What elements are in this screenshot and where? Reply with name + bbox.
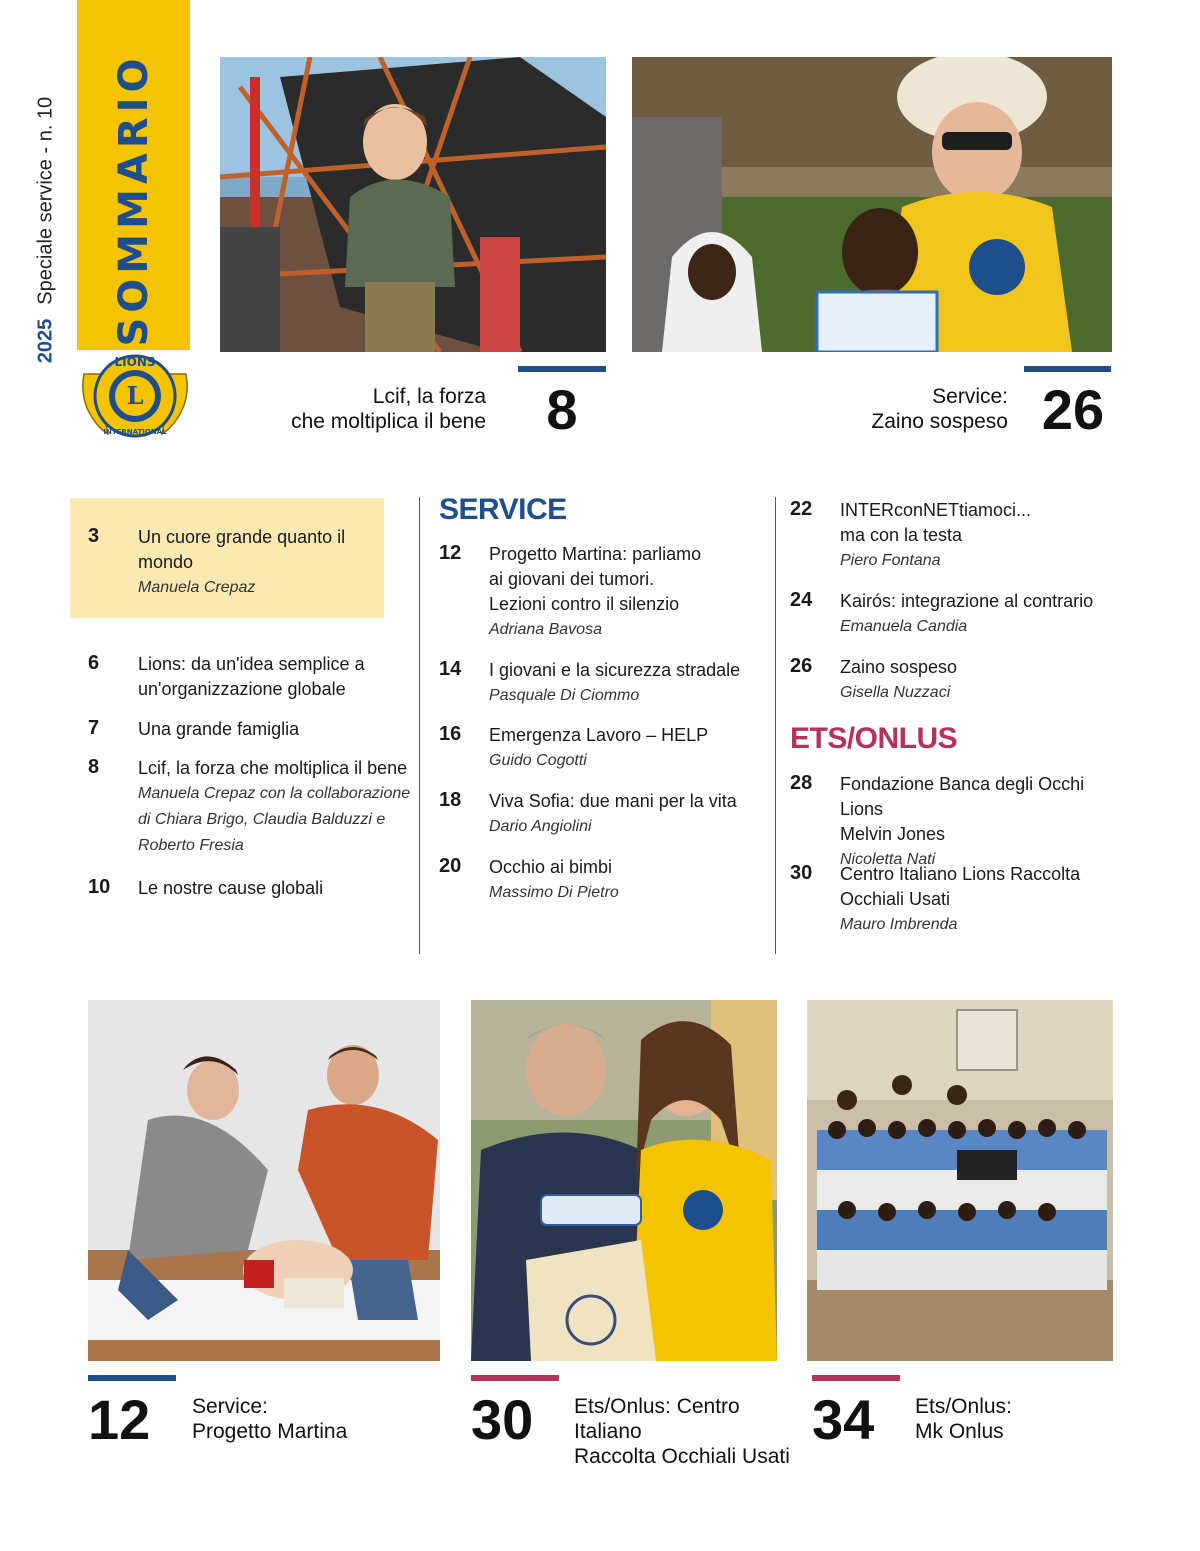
toc-author: di Chiara Brigo, Claudia Balduzzi e <box>138 811 386 828</box>
photo-occhiali-usati <box>471 1000 777 1361</box>
toc-page: 3 <box>88 525 100 547</box>
issue-year: 2025 <box>34 318 57 364</box>
feature-page-number: 12 <box>88 1388 151 1451</box>
toc-author: Roberto Fresia <box>138 837 244 854</box>
toc-author: Gisella Nuzzaci <box>840 684 951 701</box>
section-heading-ets: ETS/ONLUS <box>790 722 958 755</box>
toc-author: Manuela Crepaz con la collaborazione <box>138 785 411 802</box>
feature-page-number: 30 <box>471 1388 534 1451</box>
toc-author: Guido Cogotti <box>489 752 587 769</box>
toc-author: Dario Angiolini <box>489 818 592 835</box>
toc-author: Adriana Bavosa <box>489 621 602 638</box>
feature-page-number: 34 <box>812 1388 875 1451</box>
toc-page: 24 <box>790 589 813 611</box>
photo-cpr-training <box>88 1000 440 1361</box>
photo-child-playground <box>220 57 606 352</box>
feature-caption-mk-onlus: Ets/Onlus: Mk Onlus <box>915 1395 1012 1443</box>
feature-caption-occhiali: Ets/Onlus: Centro Italiano Raccolta Occhiali Usati <box>574 1395 790 1468</box>
toc-author: Pasquale Di Ciommo <box>489 687 640 704</box>
toc-page: 14 <box>439 658 462 680</box>
feature-page-number: 8 <box>546 378 578 441</box>
page-title: SOMMARIO <box>110 53 157 347</box>
section-heading-service: SERVICE <box>439 493 567 526</box>
issue-label <box>26 60 66 400</box>
feature-page-number: 26 <box>1041 378 1105 441</box>
toc-page: 7 <box>88 717 100 739</box>
svg-text:LIONS: LIONS <box>114 355 156 369</box>
toc-page: 12 <box>439 542 462 564</box>
lions-logo <box>78 344 192 452</box>
toc-page: 6 <box>88 652 100 674</box>
svg-text:L: L <box>126 381 144 410</box>
feature-caption-martina: Service: Progetto Martina <box>192 1395 348 1443</box>
photo-mk-onlus <box>807 1000 1113 1361</box>
feature-bar-blue <box>518 366 606 372</box>
toc-page: 10 <box>88 876 111 898</box>
feature-bar-blue <box>88 1375 176 1381</box>
svg-text:INTERNATIONAL: INTERNATIONAL <box>103 428 167 436</box>
toc-page: 8 <box>88 756 100 778</box>
toc-author: Piero Fontana <box>840 552 941 569</box>
feature-bar-blue <box>1024 366 1111 372</box>
toc-page: 28 <box>790 772 813 794</box>
feature-bar-crimson <box>471 1375 559 1381</box>
toc-author: Manuela Crepaz <box>138 579 256 596</box>
column-divider <box>419 497 420 954</box>
title-band <box>77 0 190 350</box>
toc-page: 20 <box>439 855 462 877</box>
issue-number: Speciale service - n. 10 <box>34 96 57 305</box>
toc-page: 18 <box>439 789 462 811</box>
toc-page: 26 <box>790 655 813 677</box>
feature-bar-crimson <box>812 1375 900 1381</box>
toc-author: Mauro Imbrenda <box>840 916 958 933</box>
toc-author: Emanuela Candia <box>840 618 968 635</box>
feature-caption-lcif: Lcif, la forza che moltiplica il bene <box>291 385 486 433</box>
toc-page: 16 <box>439 723 462 745</box>
column-divider <box>775 497 776 954</box>
feature-caption-zaino: Service: Zaino sospeso <box>871 385 1008 433</box>
photo-zaino-sospeso <box>632 57 1112 352</box>
toc-page: 22 <box>790 498 813 520</box>
toc-page: 30 <box>790 862 813 884</box>
toc-author: Nicoletta Nati <box>840 851 936 868</box>
toc-author: Massimo Di Pietro <box>489 884 619 901</box>
